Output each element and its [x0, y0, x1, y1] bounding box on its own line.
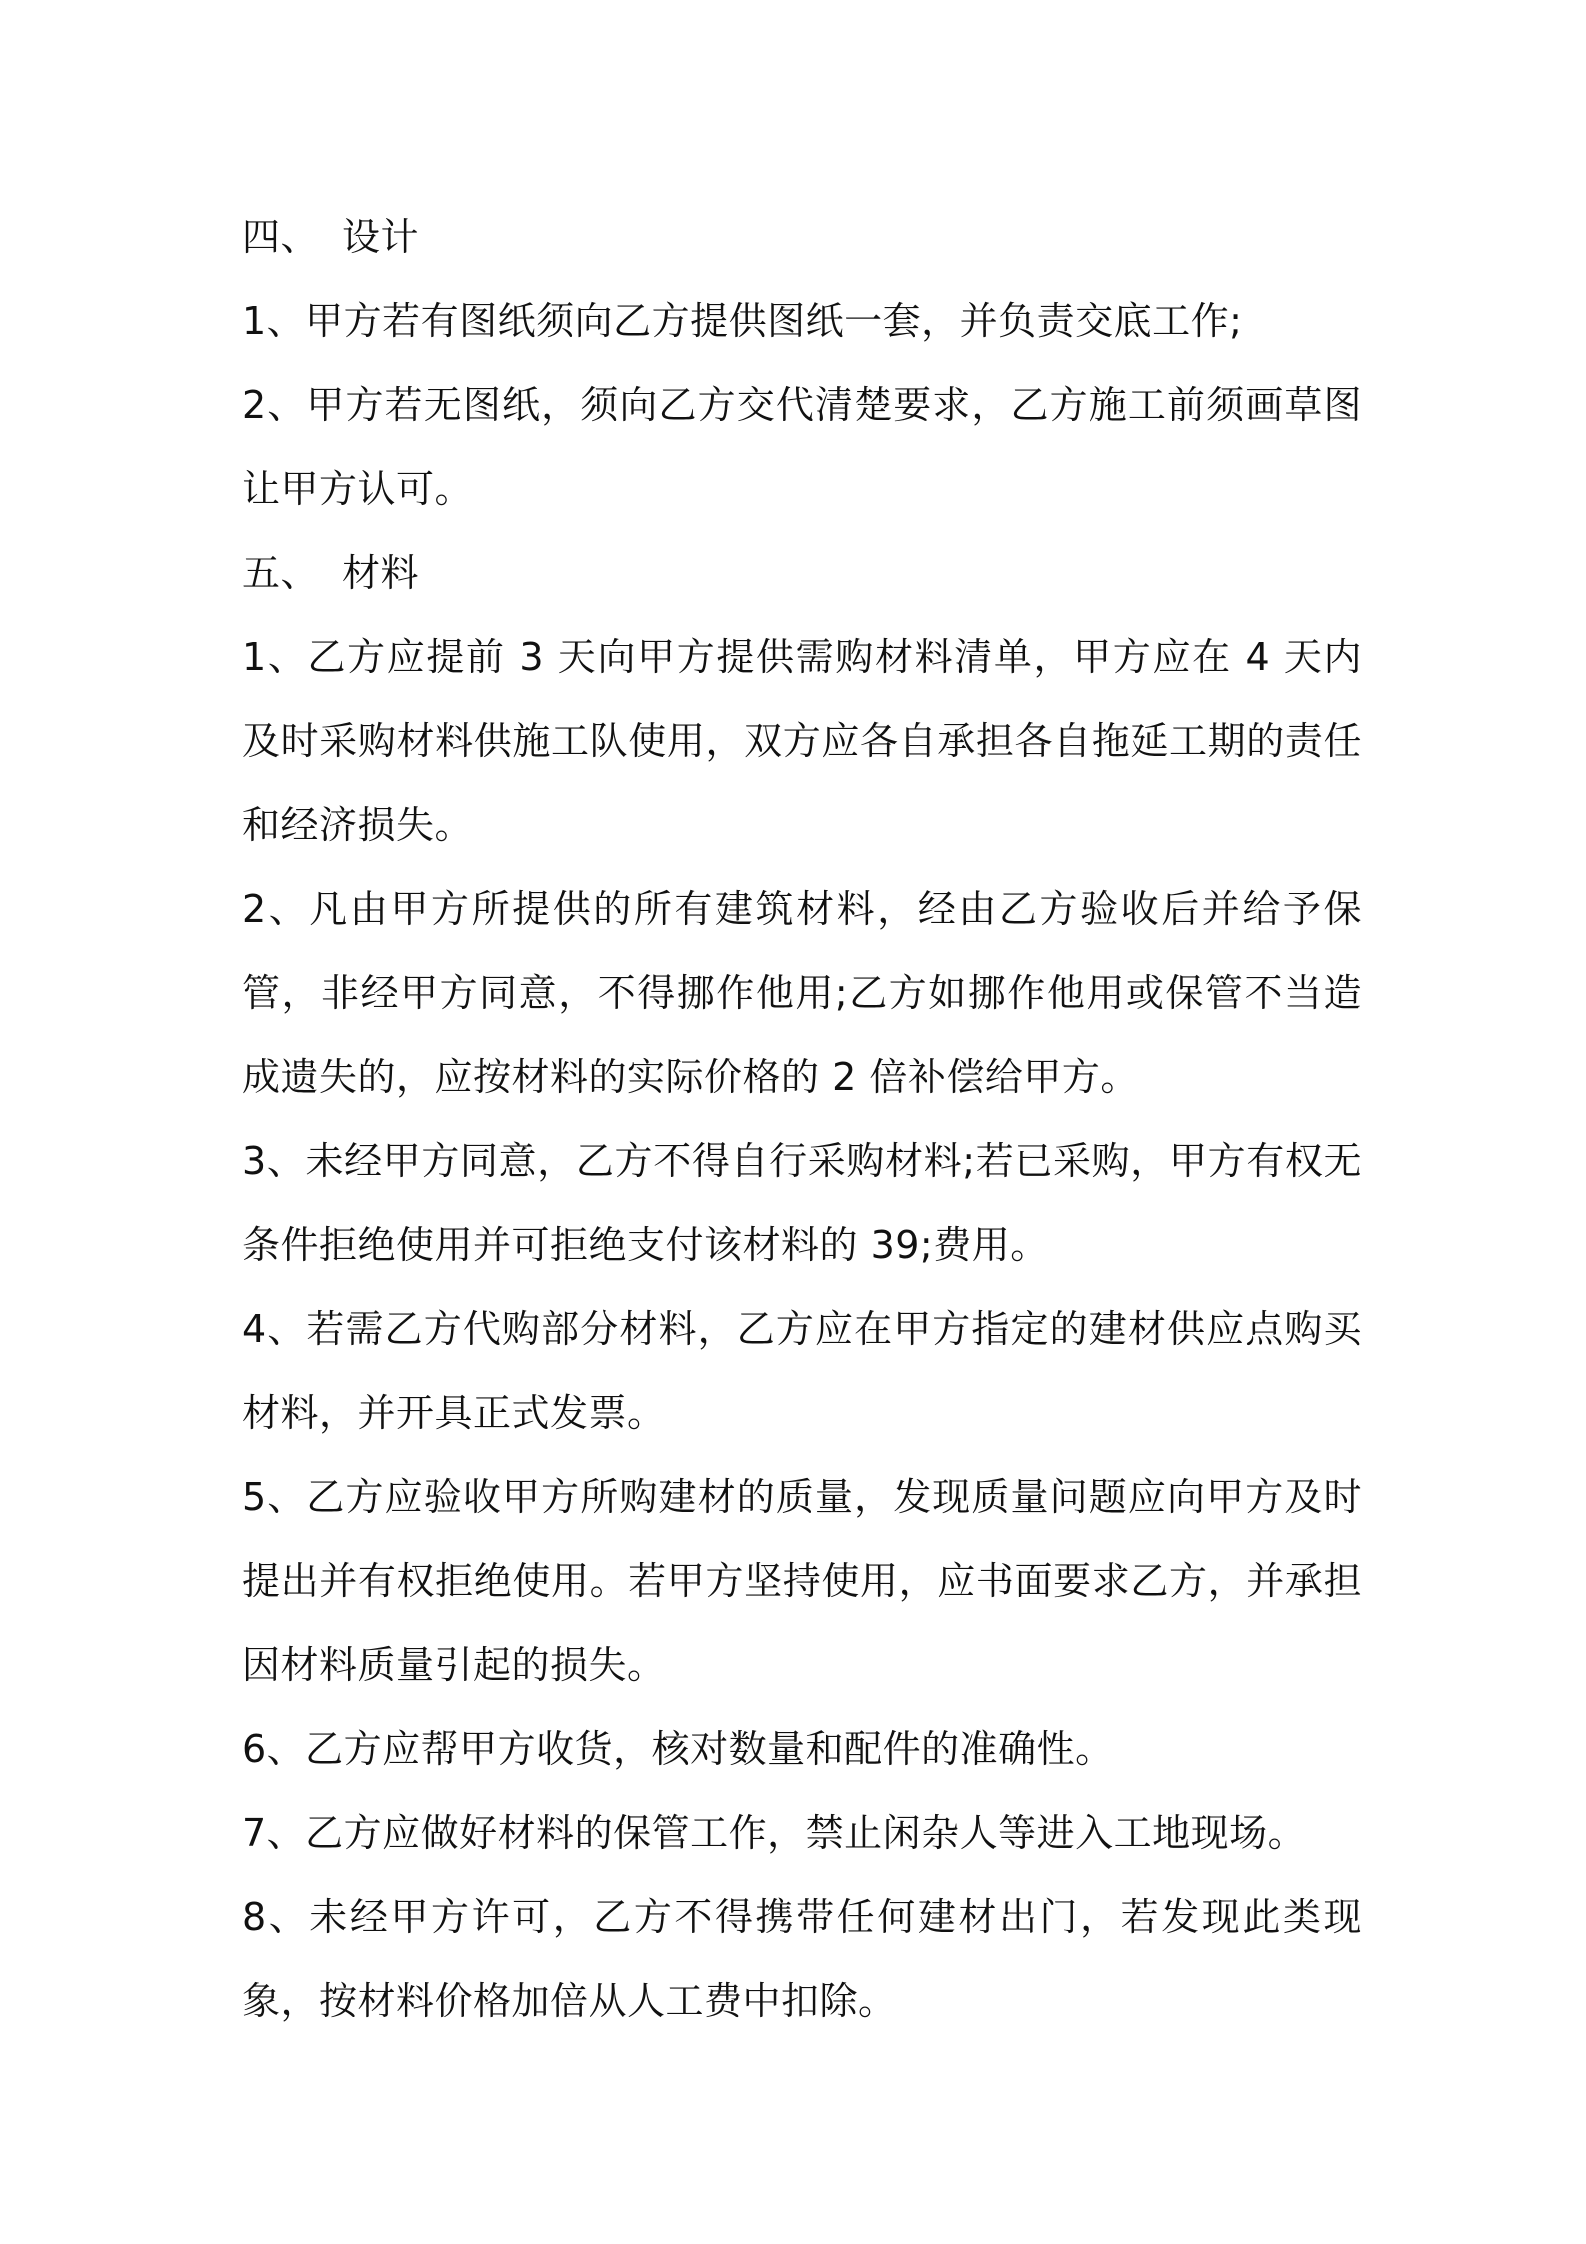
section-materials [242, 531, 1362, 2043]
clause-paragraph: 4、若需乙方代购部分材料，乙方应在甲方指定的建材供应点购买材料，并开具正式发票。 [242, 1307, 1362, 1435]
clause-paragraph: 1、甲方若有图纸须向乙方提供图纸一套，并负责交底工作; [242, 299, 1243, 343]
section-title: 设计 [342, 215, 420, 259]
clause-paragraph: 6、乙方应帮甲方收货，核对数量和配件的准确性。 [242, 1727, 1114, 1771]
section-title: 材料 [342, 551, 420, 595]
section-heading [242, 531, 1362, 615]
section-heading [242, 195, 1362, 279]
clause-paragraph: 2、凡由甲方所提供的所有建筑材料，经由乙方验收后并给予保管，非经甲方同意，不得挪作他用;乙方如挪作他用或保管不当造成遗失的，应按材料的实际价格的 2 倍补偿给甲方。 [242, 887, 1362, 1099]
clause-paragraph: 3、未经甲方同意，乙方不得自行采购材料;若已采购，甲方有权无条件拒绝使用并可拒绝支付该材料的 39;费用。 [242, 1139, 1362, 1267]
document-body [242, 195, 1362, 2043]
section-number: 五、 [242, 551, 320, 595]
clause-paragraph: 8、未经甲方许可，乙方不得携带任何建材出门，若发现此类现象，按材料价格加倍从人工费中扣除。 [242, 1895, 1362, 2023]
clause-paragraph: 5、乙方应验收甲方所购建材的质量，发现质量问题应向甲方及时提出并有权拒绝使用。若甲方坚持使用，应书面要求乙方，并承担因材料质量引起的损失。 [242, 1475, 1362, 1687]
clause-paragraph: 2、甲方若无图纸，须向乙方交代清楚要求，乙方施工前须画草图让甲方认可。 [242, 383, 1362, 511]
clause-paragraph: 7、乙方应做好材料的保管工作，禁止闲杂人等进入工地现场。 [242, 1811, 1307, 1855]
section-number: 四、 [242, 215, 320, 259]
clause-paragraph: 1、乙方应提前 3 天向甲方提供需购材料清单，甲方应在 4 天内及时采购材料供施工队使用，双方应各自承担各自拖延工期的责任和经济损失。 [242, 635, 1362, 847]
section-design [242, 195, 1362, 531]
